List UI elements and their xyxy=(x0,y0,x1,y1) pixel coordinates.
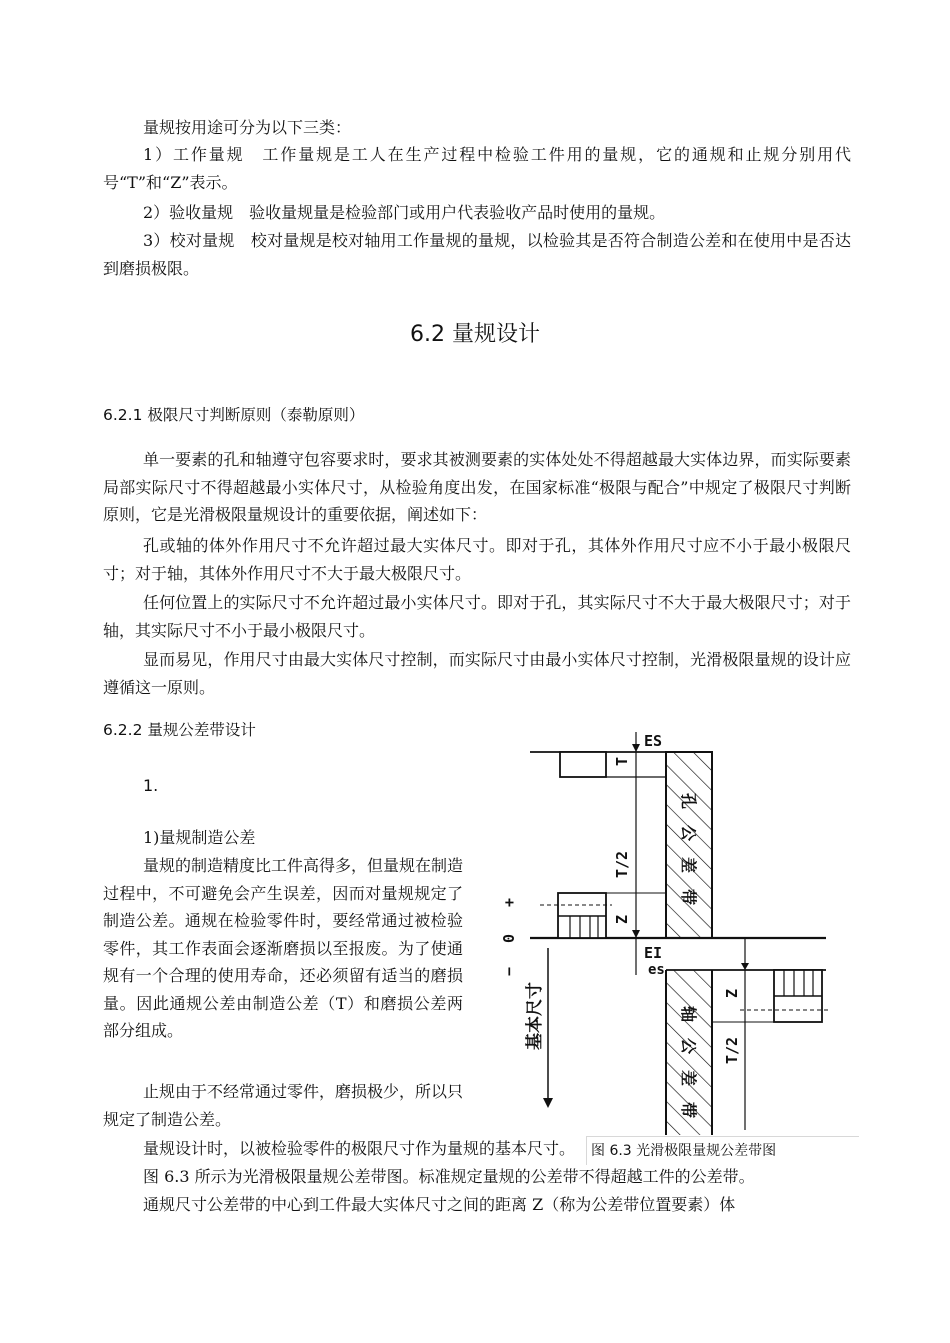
shaft-zone-char-3: 差 xyxy=(679,1069,698,1087)
taylor-paragraph-3: 任何位置上的实际尺寸不允许超过最小实体尺寸。即对于孔，其实际尺寸不大于最大极限尺寸；对于轴，其实际尺寸不小于最小极限尺寸。 xyxy=(103,593,851,640)
label-basic-size: 基本尺寸 xyxy=(525,982,545,1050)
shaft-zone-char-4: 带 xyxy=(679,1101,698,1119)
label-ES: ES xyxy=(644,732,663,750)
intro-paragraph-0: 量规按用途可分为以下三类： xyxy=(143,118,352,137)
taylor-paragraph-1: 单一要素的孔和轴遵守包容要求时，要求其被测要素的实体处处不得超越最大实体边界，而实际要素局部实际尺寸不得超越最小实体尺寸，从检验角度出发，在国家标准“极限与配合”中规定了极限尺寸判断原则，它是光滑极限量规设计的重要依据，阐述如下： xyxy=(103,450,851,524)
hole-zone-char-4: 带 xyxy=(679,888,698,906)
label-Z-shaft: Z xyxy=(723,988,741,998)
label-EI: EI xyxy=(644,944,663,962)
taylor-paragraph-4: 显而易见，作用尺寸由最大实体尺寸控制，而实际尺寸由最小实体尺寸控制，光滑极限量规的设计应遵循这一原则。 xyxy=(103,650,851,697)
list-item-1: 1. xyxy=(143,776,159,795)
label-T: T xyxy=(613,756,631,766)
hole-tolerance-zone xyxy=(666,752,712,938)
label-es: es xyxy=(648,962,665,978)
label-T2-shaft: T/2 xyxy=(723,1036,741,1064)
figure-caption: 图 6.3 光滑极限量规公差带图 xyxy=(586,1136,859,1165)
shaft-zone-char-2: 公 xyxy=(679,1037,698,1055)
gauge-paragraph-5: 通规尺寸公差带的中心到工件最大实体尺寸之间的距离 Z（称为公差带位置要素）体 xyxy=(143,1195,736,1214)
subsection-heading-6-2-2: 6.2.2 量规公差带设计 xyxy=(103,721,256,739)
gauge-paragraph-4: 图 6.3 所示为光滑极限量规公差带图。标准规定量规的公差带不得超越工件的公差带。 xyxy=(143,1167,755,1186)
taylor-paragraph-2: 孔或轴的体外作用尺寸不允许超过最大实体尺寸。即对于孔，其体外作用尺寸应不小于最小极限尺寸；对于轴，其体外作用尺寸不大于最大极限尺寸。 xyxy=(103,536,851,583)
list-item-1a: 1)量规制造公差 xyxy=(143,828,256,847)
label-Z-hole: Z xyxy=(613,914,631,924)
label-zero: 0 xyxy=(500,933,518,943)
intro-paragraph-2: 2）验收量规 验收量规量是检验部门或用户代表验收产品时使用的量规。 xyxy=(143,203,666,222)
label-T2-hole: T/2 xyxy=(613,850,631,878)
basic-size-arrow xyxy=(543,1098,553,1108)
intro-paragraph-3: 3）校对量规 校对量规是校对轴用工作量规的量规，以检验其是否符合制造公差和在使用中是否达到磨损极限。 xyxy=(103,231,851,278)
no-go-gauge-hole xyxy=(560,752,606,777)
gauge-paragraph-2: 止规由于不经常通过零件，磨损极少，所以只规定了制造公差。 xyxy=(103,1082,464,1129)
label-minus: − xyxy=(500,966,518,976)
hole-zone-char-1: 孔 xyxy=(679,792,698,810)
section-title: 6.2 量规设计 xyxy=(410,322,540,347)
subsection-heading-6-2-1: 6.2.1 极限尺寸判断原则（泰勒原则） xyxy=(103,406,365,424)
hole-zone-char-3: 差 xyxy=(679,856,698,874)
gauge-paragraph-3: 量规设计时，以被检验零件的极限尺寸作为量规的基本尺寸。 xyxy=(143,1139,576,1158)
gauge-paragraph-1: 量规的制造精度比工件高得多，但量规在制造过程中，不可避免会产生误差，因而对量规规定了制造公差。通规在检验零件时，要经常通过被检验零件，其工作表面会逐渐磨损以至报废。为了使通规有一个合理的使用寿命，还必须留有适当的磨损量。因此通规公差由制造公差（T）和磨损公差两部分组成。 xyxy=(103,856,464,1040)
hole-zone-char-2: 公 xyxy=(679,824,698,842)
intro-paragraph-1: 1）工作量规 工作量规是工人在生产过程中检验工件用的量规，它的通规和止规分别用代号“T”和“Z”表示。 xyxy=(103,145,851,192)
shaft-zone-char-1: 轴 xyxy=(679,1005,698,1023)
label-plus: + xyxy=(500,897,518,907)
